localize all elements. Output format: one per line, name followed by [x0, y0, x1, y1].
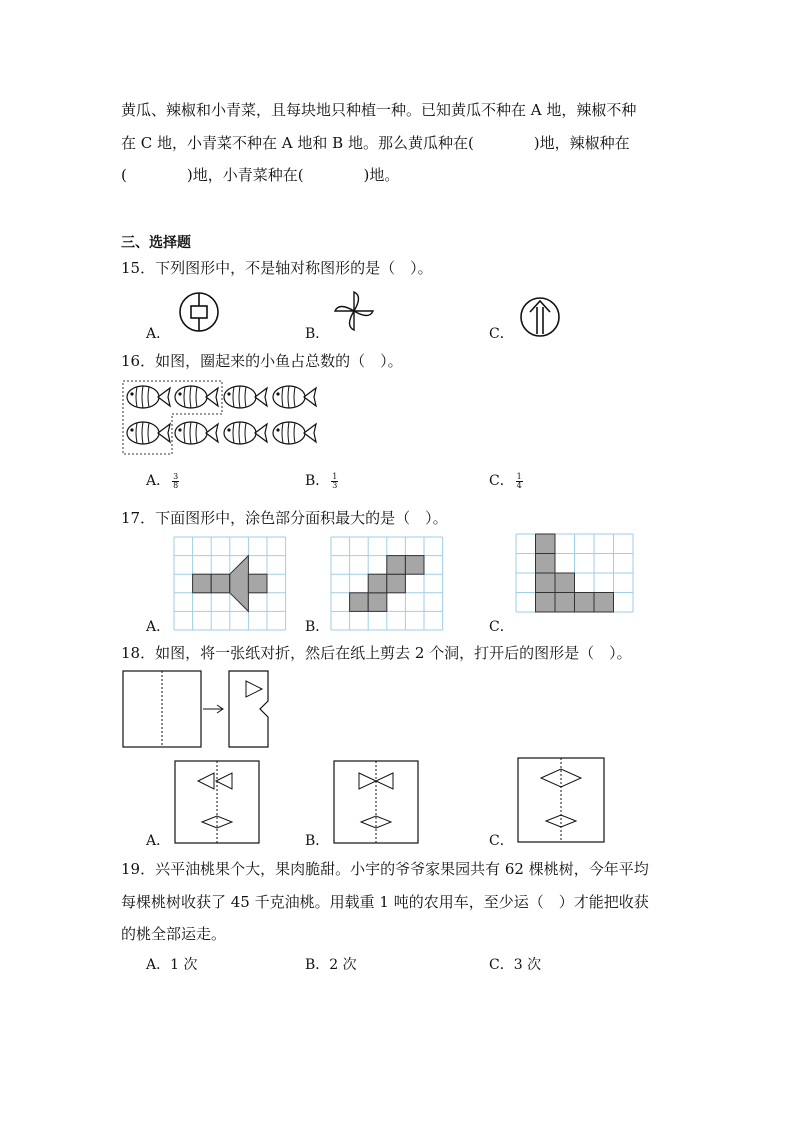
shaded-cell	[387, 556, 406, 575]
q19-option-a[interactable]: A．1 次	[146, 957, 198, 973]
fraction-b-numerator: 1	[332, 471, 338, 481]
fish-icon	[273, 386, 316, 408]
fish-figure	[120, 378, 320, 458]
text-line-2: 在 C 地，小青菜不种在 A 地和 B 地。那么黄瓜种在( )地，辣椒种在	[121, 134, 630, 152]
q16-option-b-label: B．	[305, 473, 330, 489]
question-18-stem: 18．如图，将一张纸对折，然后在纸上剪去 2 个洞，打开后的图形是（ ）。	[121, 644, 632, 662]
q16-option-c[interactable]	[489, 472, 523, 490]
circle-arrow-up-icon	[519, 296, 561, 338]
fraction-b	[331, 473, 338, 490]
shaded-cell	[368, 574, 387, 593]
text-line-3: ( )地，小青菜种在( )地。	[121, 166, 400, 184]
pinwheel-icon	[333, 290, 375, 332]
fold-option-b-figure	[333, 760, 419, 844]
fish-icon	[273, 422, 316, 444]
fraction-a-denominator: 8	[173, 480, 179, 490]
grid-figure-c	[516, 534, 634, 614]
fold-option-a-figure	[174, 760, 260, 844]
shaded-cell	[368, 593, 387, 612]
shaded-cell	[575, 593, 595, 613]
fish-icon	[127, 422, 170, 444]
fish-icon	[175, 386, 218, 408]
fish-icon	[175, 422, 218, 444]
shaded-cell	[536, 573, 556, 593]
shaded-cell	[248, 574, 267, 593]
q19-option-b[interactable]: B．2 次	[305, 957, 357, 973]
q17-option-c[interactable]: C．	[489, 619, 514, 635]
fish-icon	[224, 386, 267, 408]
circle-box-symbol-icon	[178, 291, 220, 333]
fraction-b-denominator: 3	[332, 480, 338, 490]
folding-diagram	[122, 670, 272, 750]
q18-option-b[interactable]: B．	[305, 833, 330, 849]
q17-option-a[interactable]: A．	[146, 619, 171, 635]
fraction-c-numerator: 1	[516, 471, 522, 481]
section-title: 三、选择题	[121, 235, 191, 251]
shaded-cell	[555, 573, 575, 593]
fish-icon	[127, 386, 170, 408]
q16-option-a[interactable]	[146, 472, 179, 490]
question-15-stem: 15．下列图形中，不是轴对称图形的是（ ）。	[121, 259, 433, 277]
shaded-cell	[536, 554, 556, 574]
shaded-cell	[211, 574, 230, 593]
q18-option-a[interactable]: A．	[146, 833, 171, 849]
q16-option-b[interactable]	[305, 472, 338, 490]
shaded-cell	[536, 534, 556, 554]
shaded-cell	[594, 593, 614, 613]
shaded-cell	[387, 574, 406, 593]
q15-option-a[interactable]: A．	[146, 326, 171, 342]
fraction-c-denominator: 4	[516, 480, 522, 490]
fraction-a	[172, 473, 179, 490]
shaded-cell	[193, 574, 212, 593]
q19-option-c[interactable]: C．3 次	[489, 957, 542, 973]
grid-figure-b	[331, 537, 443, 631]
shaded-cell	[555, 593, 575, 613]
q15-option-c[interactable]: C．	[489, 326, 514, 342]
q18-option-c[interactable]: C．	[489, 833, 514, 849]
shaded-cell	[405, 556, 424, 575]
q16-option-c-label: C．	[489, 473, 514, 489]
q15-option-b[interactable]: B．	[305, 326, 330, 342]
fold-option-c-figure	[517, 757, 605, 843]
shaded-arrow-head	[230, 556, 249, 612]
question-19-stem-line-1: 19．兴平油桃果个大，果肉脆甜。小宇的爷爷家果园共有 62 棵桃树，今年平均	[121, 860, 649, 878]
fraction-a-numerator: 3	[173, 471, 179, 481]
fish-icon	[224, 422, 267, 444]
fraction-c	[516, 473, 523, 490]
question-16-stem: 16．如图，圈起来的小鱼占总数的（ ）。	[121, 352, 403, 370]
q17-option-b[interactable]: B．	[305, 619, 330, 635]
question-19-stem-line-2: 每棵桃树收获了 45 千克油桃。用载重 1 吨的农用车，至少运（ ）才能把收获	[121, 893, 649, 911]
shaded-cell	[350, 593, 369, 612]
question-19-stem-line-3: 的桃全部运走。	[121, 925, 227, 943]
shaded-cell	[536, 593, 556, 613]
q16-option-a-label: A．	[146, 473, 171, 489]
text-line-1: 黄瓜、辣椒和小青菜，且每块地只种植一种。已知黄瓜不种在 A 地，辣椒不种	[121, 101, 637, 119]
grid-figure-a	[174, 537, 286, 631]
question-17-stem: 17．下面图形中，涂色部分面积最大的是（ ）。	[121, 509, 448, 527]
